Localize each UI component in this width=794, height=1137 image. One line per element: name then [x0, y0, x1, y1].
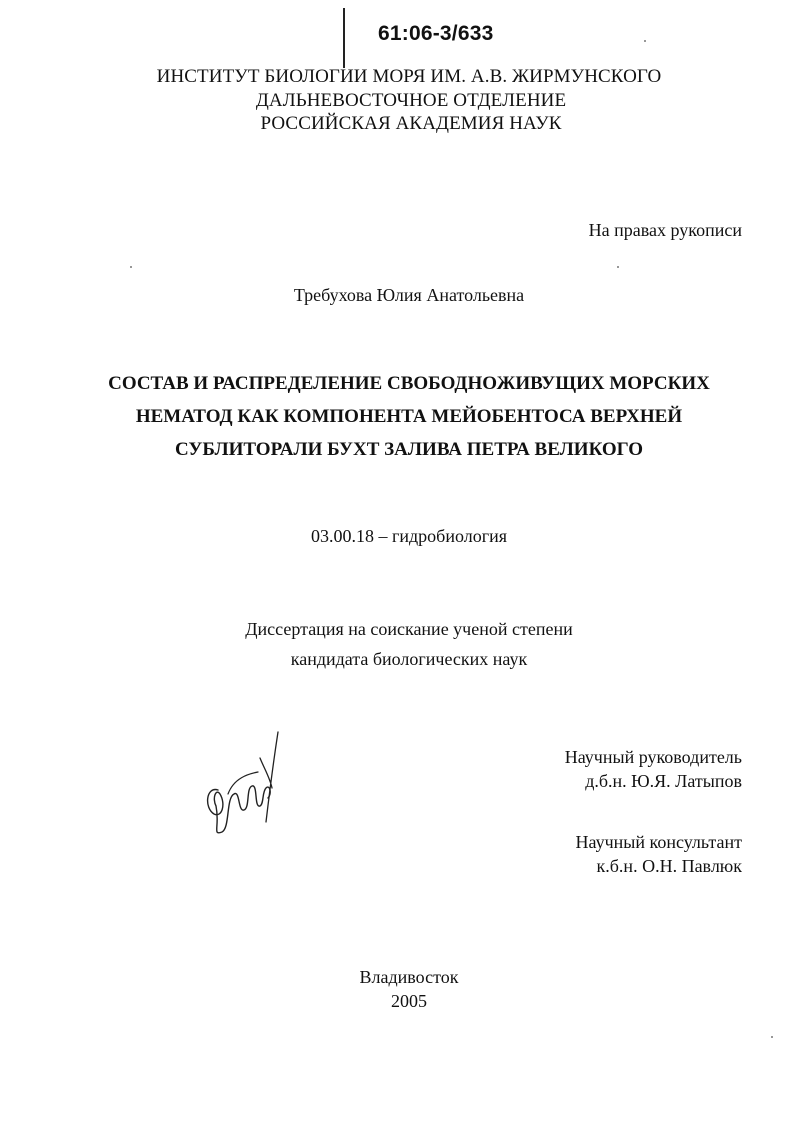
institution-line-2: ДАЛЬНЕВОСТОЧНОЕ ОТДЕЛЕНИЕ: [255, 90, 567, 111]
scan-artifact-line: [343, 8, 345, 68]
place-and-year: [12, 965, 794, 1013]
consultant-name: к.б.н. О.Н. Павлюк: [596, 856, 742, 876]
handwritten-signature: [200, 728, 290, 838]
scan-speck: [130, 266, 132, 268]
consultant-role: Научный консультант: [575, 832, 742, 852]
title-line-1: СОСТАВ И РАСПРЕДЕЛЕНИЕ СВОБОДНОЖИВУЩИХ МОРСКИХ: [108, 373, 710, 394]
specialty-code: 03.00.18 – гидробиология: [310, 526, 507, 546]
supervisor-role: Научный руководитель: [564, 747, 742, 767]
author-name: Требухова Юлия Анатольевна: [293, 285, 525, 305]
scan-speck: [771, 1036, 773, 1038]
degree-line-1: Диссертация на соискание ученой степени: [245, 619, 573, 639]
supervisor-name: д.б.н. Ю.Я. Латыпов: [585, 771, 742, 791]
supervisor-block: [565, 745, 742, 793]
city-name: Владивосток: [359, 967, 459, 987]
manuscript-note: На правах рукописи: [588, 220, 742, 240]
scan-speck: [644, 40, 646, 42]
institution-line-3: РОССИЙСКАЯ АКАДЕМИЯ НАУК: [260, 113, 562, 134]
consultant-block: [576, 830, 743, 878]
scan-speck: [617, 266, 619, 268]
publication-year: 2005: [391, 991, 427, 1011]
degree-line-2: кандидата биологических наук: [290, 649, 528, 669]
dissertation-title: [12, 367, 794, 466]
library-stamp-code: 61:06-3/633: [378, 22, 494, 45]
institution-line-1: ИНСТИТУТ БИОЛОГИИ МОРЯ ИМ. А.В. ЖИРМУНСКОГО: [156, 66, 662, 87]
title-line-2: НЕМАТОД КАК КОМПОНЕНТА МЕЙОБЕНТОСА ВЕРХНЕЙ: [135, 406, 683, 427]
title-line-3: СУБЛИТОРАЛИ БУХТ ЗАЛИВА ПЕТРА ВЕЛИКОГО: [174, 439, 644, 460]
degree-statement: [12, 614, 794, 674]
